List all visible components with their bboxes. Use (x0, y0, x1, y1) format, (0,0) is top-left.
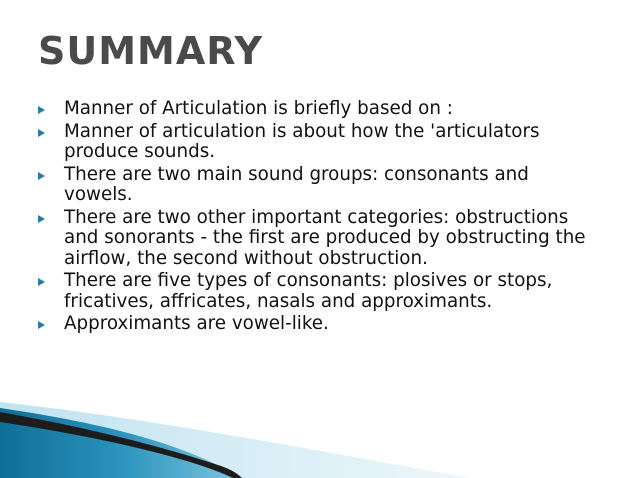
bullet-item (38, 165, 598, 206)
bullet-text: Manner of articulation is about how the 'articulators produce sounds. (64, 120, 540, 162)
bullet-item (38, 122, 598, 163)
bullet-text: Manner of Articulation is briefly based on : (64, 98, 453, 119)
bullet-text: There are two other important categories: obstructions and sonorants - the first are produced by obstructing the airflow, the second without obstruction. (64, 206, 586, 269)
triangle-right-icon (38, 172, 45, 180)
corner-swoosh-decoration (0, 398, 638, 478)
bullet-text: Approximants are vowel-like. (64, 313, 329, 334)
bullet-list (38, 99, 598, 337)
triangle-right-icon (38, 278, 45, 286)
bullet-text: There are two main sound groups: consonants and vowels. (64, 163, 529, 205)
bullet-item (38, 99, 598, 120)
bullet-text: There are five types of consonants: plosives or stops, fricatives, affricates, nasals and approximants. (64, 270, 553, 312)
slide-title: SUMMARY (38, 29, 263, 73)
bullet-item (38, 314, 598, 335)
triangle-right-icon (38, 129, 45, 137)
bullet-item (38, 271, 598, 312)
bullet-item (38, 208, 598, 270)
triangle-right-icon (38, 215, 45, 223)
triangle-right-icon (38, 321, 45, 329)
triangle-right-icon (38, 106, 45, 114)
